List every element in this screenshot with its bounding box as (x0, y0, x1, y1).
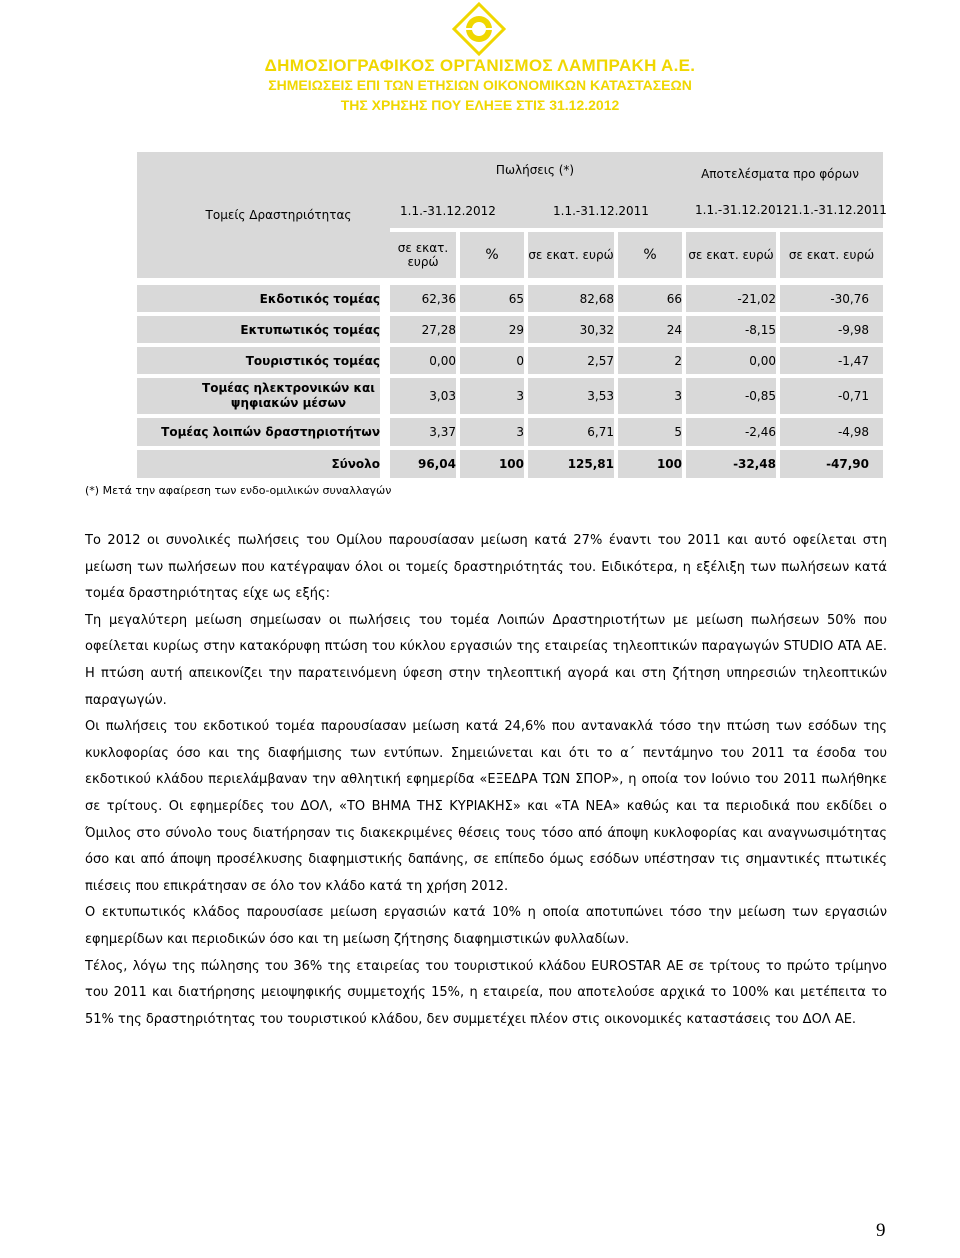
row-p12: 65 (460, 285, 524, 312)
row-label: Τουριστικός τομέας (137, 347, 380, 374)
row-r11: -9,98 (780, 316, 883, 343)
total-s12: 96,04 (390, 450, 456, 478)
row-r11: -4,98 (780, 418, 883, 446)
row-p11: 24 (618, 316, 682, 343)
row-r11: -1,47 (780, 347, 883, 374)
row-label: Εκτυπωτικός τομέας (137, 316, 380, 343)
row-p12: 3 (460, 418, 524, 446)
total-label: Σύνολο (137, 450, 380, 478)
header-results-2011: 1.1.-31.12.2011 (791, 203, 887, 217)
unit-sales-2011: σε εκατ. ευρώ (528, 232, 614, 278)
row-p11: 66 (618, 285, 682, 312)
row-s12: 3,03 (390, 378, 456, 414)
row-s12: 27,28 (390, 316, 456, 343)
row-p11: 2 (618, 347, 682, 374)
header-sales-2012: 1.1.-31.12.2012 (400, 204, 496, 218)
table-footnote: (*) Μετά την αφαίρεση των ενδο-ομιλικών συναλλαγών (85, 484, 392, 497)
row-r12: -21,02 (686, 285, 776, 312)
row-r12: 0,00 (686, 347, 776, 374)
sector-sales-table (0, 0, 960, 500)
total-r12: -32,48 (686, 450, 776, 478)
pct-sales-2012: % (460, 232, 524, 278)
unit-sales-2012: σε εκατ. ευρώ (390, 232, 456, 278)
header-results-2012: 1.1.-31.12.2012 (695, 203, 791, 217)
row-s12: 62,36 (390, 285, 456, 312)
pct-sales-2011: % (618, 232, 682, 278)
row-r12: -2,46 (686, 418, 776, 446)
paragraph: Τη μεγαλύτερη μείωση σημείωσαν οι πωλήσεις του τομέα Λοιπών Δραστηριοτήτων με μείωση πωλήσεων 50% που οφείλεται κυρίως στην κατακόρυφη πτώση του κύκλου εργασιών της εταιρείας τηλεοπτικών παραγωγών STUDIO ATA AE. Η πτώση αυτή απεικονίζει την παρατεινόμενη ύφεση στην τηλεοπτική αγορά και στη ζήτηση υπηρεσιών τηλεοπτικών παραγωγών. (85, 612, 887, 708)
row-label: Εκδοτικός τομέας (137, 285, 380, 312)
row-p11: 3 (618, 378, 682, 414)
header-results-group: Αποτελέσματα προ φόρων (701, 167, 859, 181)
row-s12: 3,37 (390, 418, 456, 446)
row-label: Τομέας λοιπών δραστηριοτήτων (137, 418, 380, 446)
row-s11: 3,53 (528, 378, 614, 414)
company-name: ΔΗΜΟΣΙΟΓΡΑΦΙΚΟΣ ΟΡΓΑΝΙΣΜΟΣ ΛΑΜΠΡΑΚΗ Α.Ε. (264, 56, 696, 75)
total-p12: 100 (460, 450, 524, 478)
header-sales-group: Πωλήσεις (*) (495, 163, 575, 177)
row-label: Τομέας ηλεκτρονικών και ψηφιακών μέσων (137, 378, 380, 414)
row-p11: 5 (618, 418, 682, 446)
row-s11: 82,68 (528, 285, 614, 312)
document-period: ΤΗΣ ΧΡΗΣΗΣ ΠΟΥ ΕΛΗΞΕ ΣΤΙΣ 31.12.2012 (340, 97, 620, 113)
row-p12: 0 (460, 347, 524, 374)
unit-results-2012: σε εκατ. ευρώ (686, 232, 776, 278)
total-r11: -47,90 (780, 450, 883, 478)
paragraph: Το 2012 οι συνολικές πωλήσεις του Ομίλου παρουσίασαν μείωση κατά 27% έναντι του 2011 και αυτό οφείλεται στη μείωση των πωλήσεων που κατέγραψαν όλοι οι τομείς δραστηριότητάς του. Ειδικότερα, η εξέλιξη των πωλήσεων κατά τομέα δραστηριότητας είχε ως εξής: (85, 533, 887, 602)
row-s12: 0,00 (390, 347, 456, 374)
row-s11: 6,71 (528, 418, 614, 446)
total-s11: 125,81 (528, 450, 614, 478)
paragraph: Ο εκτυπωτικός κλάδος παρουσίασε μείωση εργασιών κατά 10% η οποία αποτυπώνει τόσο την μείωση των εργασιών εφημερίδων και περιοδικών όσο και τη μείωση ζήτησης διαφημιστικών φυλλαδίων. (85, 905, 887, 947)
header-sector-cell (137, 152, 390, 278)
paragraph: Τέλος, λόγω της πώλησης του 36% της εταιρείας του τουριστικού κλάδου EUROSTAR AE σε τρίτους το πρώτο τρίμηνο του 2011 και διατήρησης μειοψηφικής συμμετοχής 15%, η εταιρεία, που αποτελούσε αρχικά το 100% και μετέπειτα το 51% της δραστηριότητας του τουριστικού κλάδου, δεν συμμετέχει πλέον στις οικονομικές καταστάσεις του ΔΟΛ ΑΕ. (85, 958, 887, 1027)
row-s11: 2,57 (528, 347, 614, 374)
total-p11: 100 (618, 450, 682, 478)
document-subtitle: ΣΗΜΕΙΩΣΕΙΣ ΕΠΙ ΤΩΝ ΕΤΗΣΙΩΝ ΟΙΚΟΝΟΜΙΚΩΝ ΚΑΤΑΣΤΑΣΕΩΝ (268, 77, 692, 93)
body-text (85, 528, 887, 1033)
row-p12: 29 (460, 316, 524, 343)
unit-results-2011: σε εκατ. ευρώ (780, 232, 883, 278)
row-r12: -8,15 (686, 316, 776, 343)
row-s11: 30,32 (528, 316, 614, 343)
header-sector: Τομείς Δραστηριότητας (205, 208, 352, 222)
row-p12: 3 (460, 378, 524, 414)
paragraph: Οι πωλήσεις του εκδοτικού τομέα παρουσίασαν μείωση κατά 24,6% που αντανακλά τόσο την πτώση των εσόδων της κυκλοφορίας όσο και της διαφήμισης των εντύπων. Σημειώνεται και ότι το α΄ πεντάμηνο του 2011 τα έσοδα του εκδοτικού κλάδου περιελάμβαναν την αθλητική εφημερίδα «ΕΞΕΔΡΑ ΤΩΝ ΣΠΟΡ», η οποία τον Ιούνιο του 2011 πωλήθηκε σε τρίτους. Οι εφημερίδες του ΔΟΛ, «ΤΟ ΒΗΜΑ ΤΗΣ ΚΥΡΙΑΚΗΣ» και «ΤΑ ΝΕΑ» καθώς και τα περιοδικά που εκδίδει ο Όμιλος στο σύνολο τους διατήρησαν τις διακεκριμένες θέσεις τους τόσο από άποψη κυκλοφορίας και αναγνωσιμότητας όσο και από άποψη προσέλκυσης διαφημιστικής δαπάνης, σε επίπεδο όμως εσόδων υπέστησαν τις σημαντικές πτωτικές πιέσεις που επικράτησαν σε όλο τον κλάδο κατά τη χρήση 2012. (85, 719, 887, 894)
header-sales-2011: 1.1.-31.12.2011 (553, 204, 649, 218)
row-r11: -0,71 (780, 378, 883, 414)
row-r12: -0,85 (686, 378, 776, 414)
row-r11: -30,76 (780, 285, 883, 312)
page-number: 9 (876, 1220, 886, 1241)
